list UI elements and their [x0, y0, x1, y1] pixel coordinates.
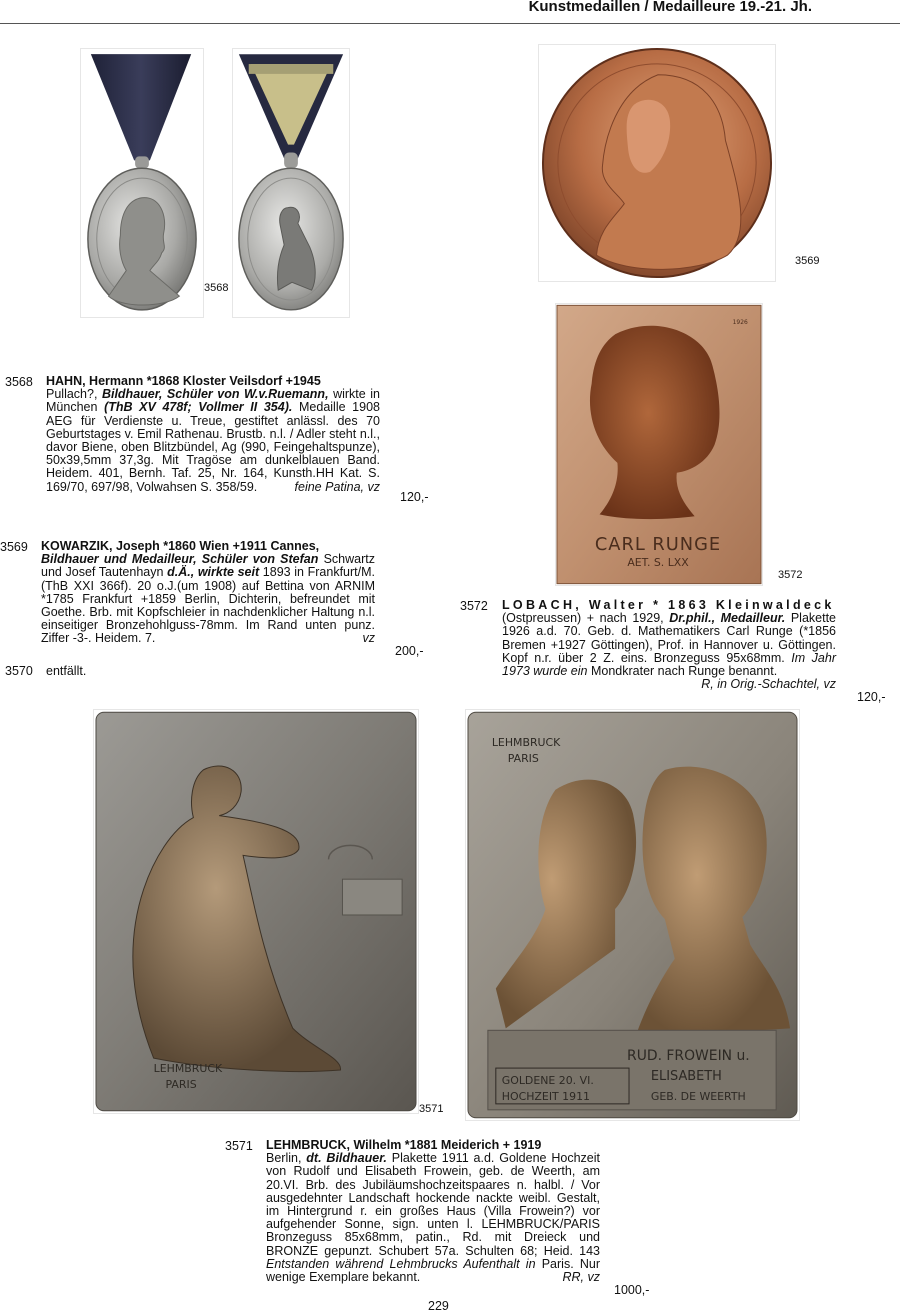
lehmbruck-nude-plaque-image [94, 710, 418, 1113]
plaque-inscription-goldene: GOLDENE 20. VI. [501, 1073, 594, 1087]
lot-body-text: Medaille 1908 AEG für Verdienste u. Treue, gestiftet anlässl. des 70 Geburtstages v. Emil Rathenau. Brustb. n.l. / Adler steht n.l., davor Biene, oben Blitzbündel, Ag (990, Feingehaltspunze), 50x39,5mm 37,3g. Mit Tragöse am dunkelblauen Band. Heidem. 401, Bernh. Taf. 25, Nr. 164, Kunsth.HH Kat. S. 169/70, 697/98, Volwahsen S. 358/59. [46, 400, 380, 494]
lot-artist-name: HAHN, Hermann *1868 Kloster Veilsdorf +1945 [46, 374, 321, 388]
lot-artist-line1a: (Ostpreussen) + nach 1929, [502, 611, 670, 626]
lot-artist-line2a: Schwartz und Josef Tautenhayn [41, 552, 375, 580]
lot-number-3569: 3569 [0, 540, 28, 554]
plaque-signature-line1: LEHMBRUCK [153, 1062, 223, 1076]
lot-artist-line2b: d.Ä., wirkte seit [167, 565, 260, 580]
lot-number-3571: 3571 [225, 1139, 253, 1153]
lot-artist-line1a: Pullach?, [46, 387, 102, 402]
figure-label-3568: 3568 [204, 282, 229, 294]
lot-artist-line2b: (ThB XV 478f; Vollmer II 354). [104, 400, 293, 415]
lot-artist-name: LEHMBRUCK, Wilhelm *1881 Meiderich + 1919 [266, 1138, 542, 1152]
lot-grade: vz [362, 631, 375, 646]
lot-artist-name: LOBACH, Walter * 1863 Kleinwaldeck [502, 598, 835, 612]
lot-number-3570: 3570 [5, 664, 33, 678]
plaque-inscription-rud: RUD. FROWEIN u. [627, 1048, 750, 1065]
lot-artist-line1: Bildhauer und Medailleur, Schüler von Stefan [41, 552, 319, 567]
lot-price-3572: 120,- [857, 690, 886, 704]
lot-body-text: Plakette 1911 a.d. Goldene Hochzeit von Rudolf und Elisabeth Frowein, geb. de Weerth, am 20.VI. Brb. des Jubiläumshochzeitspaares n. halbl. / Vor ausgedehnter Landschaft hockende nackte weibl. Gestalt, im Hintergrund r. ein großes Haus (Villa Frowein?) vor aufgehender Sonne, sign. unten l. LEHMBRUCK/PARIS Bronzeguss 85x68mm, patin., Rd. mit Dreieck und BRONZE gepunzt. Schubert 57a. Schulten 68; Heid. 143 [266, 1151, 600, 1258]
lot-artist-line2a: wirkte in München [46, 387, 380, 415]
lot-number-3568: 3568 [5, 375, 33, 389]
lot-withdrawn-text: entfällt. [46, 664, 87, 678]
medal-3568-reverse-photo [232, 48, 350, 318]
plaque-signature-line2: PARIS [165, 1077, 197, 1091]
lot-artist-line1b: Bildhauer, Schüler von W.v.Ruemann, [101, 387, 329, 402]
plaque-monogram-year: 1926 [732, 319, 748, 327]
plaque-signature-top-line1: LEHMBRUCK [491, 736, 561, 750]
figure-label-3569: 3569 [795, 255, 820, 267]
page-number: 229 [428, 1299, 449, 1313]
lot-grade: feine Patina, vz [294, 479, 380, 494]
figure-label-3572: 3572 [778, 569, 803, 581]
lot-artist-line1b: Dr.phil., Medailleur. [669, 611, 786, 626]
lot-description-3568 [46, 375, 380, 494]
lot-price-3568: 120,- [400, 490, 429, 504]
plaque-3571-obverse-photo [465, 709, 800, 1121]
lot-grade: RR, vz [562, 1270, 600, 1285]
plaque-inscription-hochzeit: HOCHZEIT 1911 [501, 1089, 590, 1103]
lot-body-text-2: Paris. Nur wenige Exemplare bekannt. [266, 1256, 600, 1285]
plaque-inscription-elisabeth: ELISABETH [650, 1069, 722, 1085]
lot-body-text: 1893 in Frankfurt/M. (ThB XXI 366f). 20 o.J.(um 1908) auf Bettina von ARNIM *1785 Frankfurt +1859 Berlin, Dichterin, befreundet mit Goethe. Brb. mit Kopfschleier in nachdenklicher Haltung n.l. einseitiger Bronzehohlguss-78mm. Im Rand unten punz. Ziffer -3-. Heidem. 7. [41, 565, 375, 646]
lot-price-3571: 1000,- [614, 1283, 650, 1297]
plaque-3572-photo [555, 303, 763, 586]
medal-reverse-image [233, 49, 349, 317]
bronze-portrait-medal-image [539, 45, 775, 281]
medal-3569-photo [538, 44, 776, 282]
lot-artist-line1a: Berlin, [266, 1151, 307, 1166]
lot-body-text-2: Mondkrater nach Runge benannt. [590, 664, 778, 679]
medal-obverse-image [81, 49, 203, 317]
lot-price-3569: 200,- [395, 644, 424, 658]
lot-artist-name: KOWARZIK, Joseph *1860 Wien +1911 Cannes, [41, 539, 320, 553]
plaque-signature-top-line2: PARIS [507, 751, 539, 765]
plaque-inscription-name: CARL RUNGE [594, 533, 722, 555]
plaque-3571-reverse-photo [93, 709, 419, 1114]
lot-grade: R, in Orig.-Schachtel, vz [701, 677, 836, 692]
lot-number-3572: 3572 [460, 599, 488, 613]
page-header-title: Kunstmedaillen / Medailleure 19.-21. Jh. [528, 0, 812, 15]
plaque-inscription-age: AET. S. LXX [627, 555, 689, 569]
runge-plaque-image [556, 304, 762, 585]
lot-description-3569 [41, 540, 375, 646]
frowein-couple-plaque-image [466, 710, 799, 1120]
figure-label-3571: 3571 [419, 1103, 444, 1115]
header-divider [0, 23, 900, 24]
plaque-inscription-geb: GEB. DE WEERTH [650, 1089, 746, 1103]
lot-italic-note: Im Jahr 1973 wurde ein [502, 650, 836, 679]
lot-italic-note: Entstanden während Lehmbrucks Aufenthalt in [266, 1256, 536, 1271]
lot-artist-line1b: dt. Bildhauer. [306, 1151, 387, 1166]
medal-3568-obverse-photo [80, 48, 204, 318]
lot-description-3572 [502, 599, 836, 691]
lot-description-3571 [266, 1139, 600, 1284]
lot-body-text: Plakette 1926 a.d. 70. Geb. d. Mathematikers Carl Runge (*1856 Bremen +1927 Göttingen), Prof. in Hannover u. Göttingen. Kopf n.r. über 2 Z. eins. Bronzeguss 95x68mm. [502, 611, 836, 665]
